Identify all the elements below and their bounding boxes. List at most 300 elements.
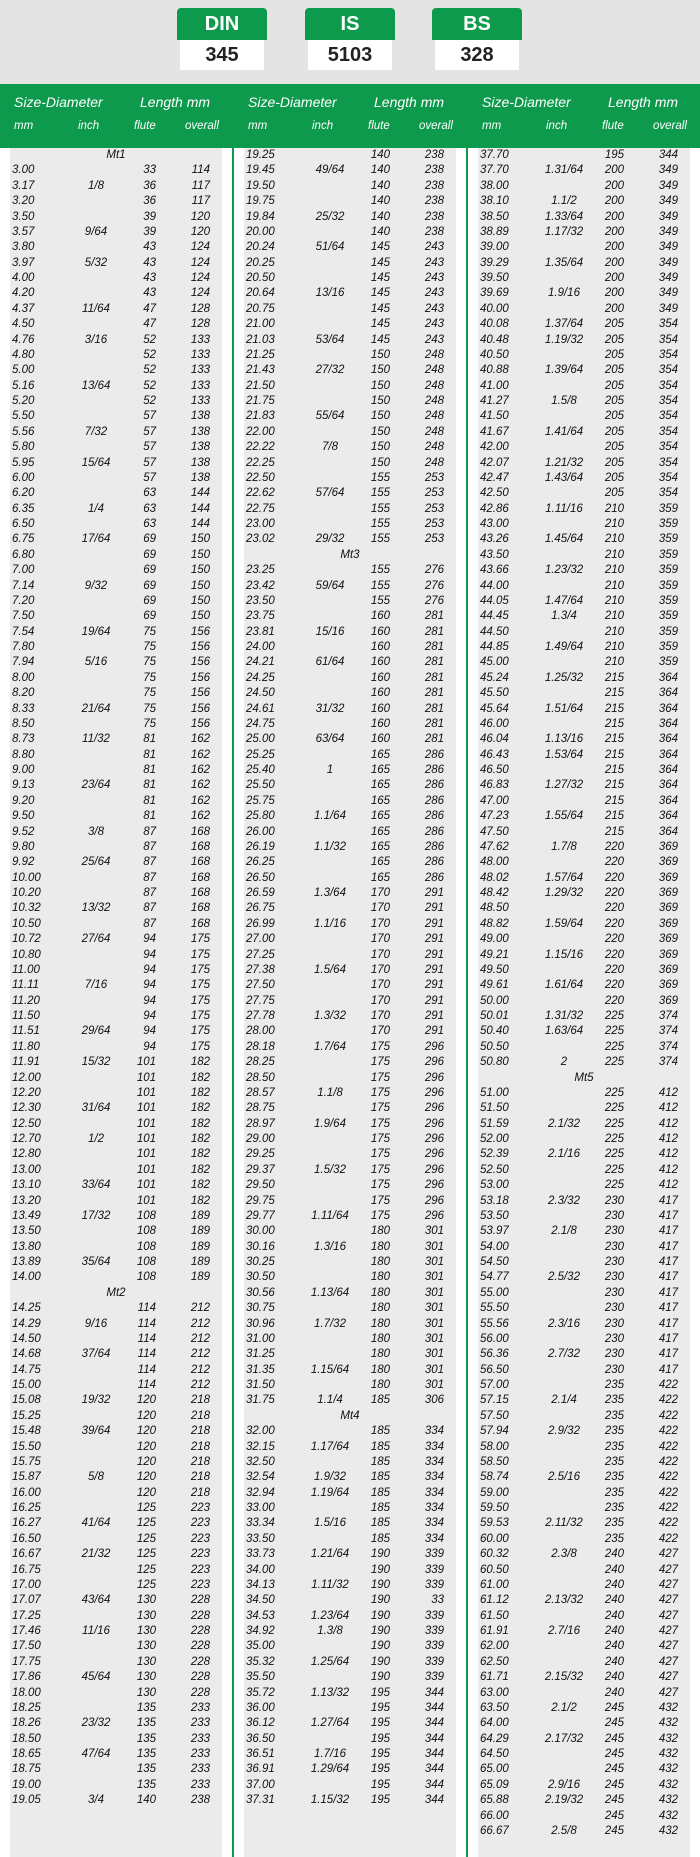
mm-cell: 13.80: [12, 1240, 41, 1253]
mm-cell: 3.20: [12, 195, 35, 208]
overall-cell: 218: [190, 1455, 210, 1468]
overall-cell: 228: [190, 1655, 210, 1668]
overall-cell: 417: [658, 1348, 678, 1361]
overall-cell: 286: [424, 764, 444, 776]
flute-cell: 69: [143, 594, 156, 607]
flute-cell: 185: [370, 1502, 390, 1514]
table-row: [10, 302, 222, 317]
table-row: [244, 502, 456, 517]
mm-cell: 18.50: [12, 1732, 41, 1745]
inch-cell: 9/32: [84, 579, 108, 592]
overall-cell: 354: [658, 395, 678, 407]
table-row: [244, 517, 456, 532]
mm-cell: 48.50: [480, 902, 509, 915]
flute-cell: 240: [604, 1625, 624, 1637]
flute-cell: 140: [370, 164, 390, 177]
flute-cell: 69: [143, 610, 156, 623]
overall-cell: 150: [190, 548, 210, 561]
overall-cell: 354: [658, 410, 678, 423]
overall-cell: 417: [658, 1225, 678, 1238]
table-row: [10, 456, 222, 471]
flute-cell: 94: [143, 948, 156, 961]
table-row: [478, 1778, 690, 1793]
table-row: [244, 1317, 456, 1332]
header-group: [234, 84, 466, 148]
mm-cell: 34.92: [246, 1625, 275, 1637]
table-row: [478, 1147, 690, 1162]
table-row: [244, 1578, 456, 1593]
flute-cell: 75: [143, 625, 156, 638]
table-row: [10, 1701, 222, 1716]
overall-cell: 168: [190, 902, 210, 915]
flute-cell: 155: [370, 564, 390, 577]
mm-cell: 14.68: [12, 1348, 41, 1361]
table-row: [244, 825, 456, 840]
mm-cell: 15.75: [12, 1455, 41, 1468]
overall-cell: 364: [658, 671, 678, 684]
overall-cell: 175: [190, 963, 210, 976]
flute-cell: 200: [604, 256, 624, 269]
overall-cell: 427: [658, 1686, 678, 1699]
flute-cell: 155: [370, 502, 390, 515]
flute-cell: 205: [604, 364, 624, 377]
table-row: [478, 1578, 690, 1593]
inch-cell: 31/64: [81, 1102, 111, 1115]
overall-cell: 296: [424, 1117, 444, 1130]
table-row: [10, 1609, 222, 1624]
mm-cell: 31.75: [246, 1394, 275, 1407]
flute-cell: 185: [370, 1486, 390, 1499]
overall-cell: 223: [190, 1548, 210, 1561]
mm-cell: 4.50: [12, 318, 35, 331]
flute-cell: 180: [370, 1225, 390, 1238]
overall-cell: 182: [190, 1117, 210, 1130]
overall-cell: 276: [424, 594, 444, 607]
size-diameter-heading: Size-Diameter: [248, 94, 337, 110]
table-row: [478, 517, 690, 532]
inch-cell: 2.1/16: [548, 1148, 580, 1161]
table-row: [478, 1747, 690, 1762]
mm-cell: 20.00: [246, 225, 275, 238]
overall-cell: 349: [658, 272, 678, 284]
table-row: [244, 1455, 456, 1470]
overall-cell: 427: [658, 1594, 678, 1607]
overall-cell: 238: [424, 210, 444, 223]
inch-cell: 1.53/64: [544, 748, 584, 761]
table-row: [10, 1101, 222, 1116]
inch-cell: 25/32: [315, 210, 345, 223]
flute-cell: 43: [143, 272, 156, 284]
overall-cell: 156: [190, 687, 210, 700]
mm-cell: 28.75: [246, 1102, 275, 1115]
table-row: [10, 579, 222, 594]
overall-cell: 212: [190, 1379, 210, 1391]
mm-cell: 49.61: [480, 979, 509, 992]
flute-cell: 170: [370, 1010, 390, 1022]
table-row: [244, 1593, 456, 1608]
mm-cell: 50.50: [480, 1040, 509, 1053]
flute-cell: 101: [136, 1148, 156, 1161]
table-row: [478, 1270, 690, 1285]
table-row: [244, 1393, 456, 1408]
flute-cell: 235: [604, 1394, 624, 1407]
overall-cell: 291: [424, 979, 444, 992]
table-row: [244, 794, 456, 809]
mm-cell: 26.19: [246, 840, 275, 853]
mm-cell: 65.00: [480, 1763, 509, 1776]
inch-cell: 1/4: [88, 502, 104, 515]
mm-cell: 6.75: [12, 533, 35, 546]
mm-cell: 46.50: [480, 764, 509, 776]
flute-cell: 165: [370, 748, 390, 761]
overall-cell: 334: [424, 1455, 444, 1468]
mm-cell: 33.50: [246, 1532, 275, 1545]
overall-cell: 189: [190, 1240, 210, 1253]
flute-cell: 47: [143, 302, 156, 315]
mm-cell: 52.39: [480, 1148, 509, 1161]
table-row: [478, 1455, 690, 1470]
table-row: [244, 225, 456, 240]
overall-cell: 427: [658, 1578, 678, 1591]
mm-cell: 5.80: [12, 441, 35, 454]
table-row: [478, 778, 690, 793]
table-row: [244, 1209, 456, 1224]
overall-cell: 117: [191, 179, 210, 192]
inch-heading: inch: [546, 120, 568, 132]
table-row: [478, 855, 690, 870]
table-row: [244, 1501, 456, 1516]
table-row: [10, 1117, 222, 1132]
inch-cell: 1.51/64: [544, 702, 584, 715]
flute-cell: 135: [136, 1778, 156, 1791]
overall-cell: 133: [190, 395, 210, 407]
table-row: [244, 394, 456, 409]
mm-cell: 7.14: [12, 579, 35, 592]
table-row: [10, 748, 222, 763]
flute-cell: 160: [370, 625, 390, 638]
overall-cell: 150: [190, 533, 210, 546]
table-row: [478, 1440, 690, 1455]
mm-cell: 42.50: [480, 487, 509, 500]
flute-cell: 215: [604, 779, 624, 792]
mm-cell: 35.72: [246, 1686, 275, 1699]
table-row: [478, 1240, 690, 1255]
table-row: [478, 532, 690, 547]
table-row: [10, 1178, 222, 1193]
flute-cell: 130: [136, 1655, 156, 1668]
flute-cell: 125: [136, 1548, 156, 1561]
mm-cell: 35.00: [246, 1640, 275, 1653]
table-row: [244, 271, 456, 286]
table-row: [244, 1301, 456, 1316]
table-row: [478, 901, 690, 916]
mm-cell: 21.25: [246, 348, 275, 361]
overall-cell: 296: [424, 1179, 444, 1192]
flute-cell: 180: [370, 1317, 390, 1330]
table-row: [244, 1055, 456, 1070]
mm-cell: 48.02: [480, 871, 509, 884]
overall-cell: 156: [190, 702, 210, 715]
inch-cell: 1.3/32: [314, 1010, 346, 1022]
flute-cell: 205: [604, 487, 624, 500]
inch-cell: 1.41/64: [544, 425, 584, 438]
flute-cell: 180: [370, 1332, 390, 1345]
inch-cell: 27/64: [81, 933, 111, 946]
mm-cell: 40.48: [480, 333, 509, 346]
table-row: [10, 963, 222, 978]
table-row: [10, 594, 222, 609]
flute-cell: 225: [604, 1179, 624, 1192]
overall-cell: 182: [190, 1133, 210, 1145]
mm-cell: 25.50: [246, 779, 275, 792]
flute-cell: 235: [604, 1486, 624, 1499]
mm-cell: 19.75: [246, 195, 275, 208]
overall-cell: 359: [658, 641, 678, 653]
mm-cell: 14.29: [12, 1317, 41, 1330]
inch-cell: 1.1/64: [314, 810, 346, 823]
mm-cell: 38.50: [480, 210, 509, 223]
mm-cell: 37.31: [246, 1794, 275, 1807]
inch-cell: 1.49/64: [544, 641, 584, 653]
table-row: [478, 1224, 690, 1239]
inch-cell: 1.1/2: [551, 195, 577, 208]
overall-cell: 286: [424, 794, 444, 807]
overall-cell: 276: [424, 579, 444, 592]
mm-cell: 46.00: [480, 717, 509, 730]
flute-cell: 230: [604, 1240, 624, 1253]
flute-cell: 165: [370, 779, 390, 792]
flute-cell: 150: [370, 395, 390, 407]
overall-cell: 286: [424, 810, 444, 823]
mm-cell: 6.80: [12, 548, 35, 561]
inch-cell: 1.31/32: [544, 1010, 584, 1022]
flute-cell: 200: [604, 195, 624, 208]
mm-cell: 57.50: [480, 1409, 509, 1422]
mm-cell: 46.43: [480, 748, 509, 761]
table-row: [10, 1762, 222, 1777]
overall-cell: 238: [424, 164, 444, 177]
flute-cell: 220: [604, 979, 624, 992]
table-row: [10, 271, 222, 286]
table-row: [244, 456, 456, 471]
inch-cell: 11/32: [82, 733, 110, 746]
table-row: [10, 1255, 222, 1270]
overall-cell: 354: [658, 456, 678, 469]
inch-cell: 1/8: [88, 179, 104, 192]
overall-cell: 248: [424, 456, 444, 469]
table-row: [10, 225, 222, 240]
mm-cell: 43.00: [480, 518, 509, 530]
overall-cell: 422: [658, 1517, 678, 1530]
table-row: [478, 1516, 690, 1531]
table-row: [478, 440, 690, 455]
overall-cell: 162: [190, 733, 210, 746]
mm-cell: 24.50: [246, 687, 275, 700]
mm-heading: mm: [248, 120, 268, 132]
table-row: [478, 1101, 690, 1116]
flute-cell: 57: [143, 410, 156, 423]
overall-cell: 175: [190, 1040, 210, 1053]
overall-cell: 417: [658, 1194, 678, 1207]
mm-cell: 39.50: [480, 272, 509, 284]
overall-cell: 369: [658, 979, 678, 992]
table-row: [244, 1547, 456, 1562]
mm-cell: 16.00: [12, 1486, 41, 1499]
length-heading: Length mm: [374, 94, 445, 110]
mm-cell: 62.00: [480, 1640, 509, 1653]
table-row: [244, 579, 456, 594]
overall-cell: 218: [190, 1394, 210, 1407]
overall-cell: 286: [424, 779, 444, 792]
table-row: [478, 363, 690, 378]
mm-cell: 13.20: [12, 1194, 41, 1207]
table-row: [10, 948, 222, 963]
mm-cell: 31.25: [246, 1348, 275, 1361]
mm-cell: 26.50: [246, 871, 275, 884]
flute-cell: 190: [370, 1578, 390, 1591]
flute-cell: 210: [604, 625, 624, 638]
inch-cell: 43/64: [81, 1594, 111, 1607]
mm-cell: 31.50: [246, 1379, 275, 1391]
overall-cell: 412: [658, 1163, 678, 1176]
table-row: [244, 778, 456, 793]
overall-cell: 162: [190, 779, 210, 792]
overall-cell: 162: [190, 810, 210, 823]
mm-cell: 28.50: [246, 1071, 275, 1084]
overall-cell: 182: [190, 1179, 210, 1192]
overall-cell: 339: [424, 1671, 444, 1684]
mm-cell: 55.50: [480, 1302, 509, 1315]
overall-cell: 212: [190, 1348, 210, 1361]
mm-cell: 27.25: [246, 948, 275, 961]
flute-cell: 195: [370, 1701, 390, 1714]
flute-cell: 245: [604, 1748, 624, 1760]
mm-cell: 16.75: [12, 1563, 41, 1576]
mm-cell: 16.27: [12, 1517, 41, 1530]
overall-cell: 422: [658, 1502, 678, 1514]
mm-cell: 5.50: [12, 410, 35, 423]
overall-cell: 301: [424, 1302, 444, 1315]
mm-cell: 22.25: [246, 456, 275, 469]
table-row: [244, 210, 456, 225]
inch-heading: inch: [78, 120, 100, 132]
overall-cell: 374: [658, 1056, 678, 1069]
overall-cell: 432: [658, 1809, 678, 1822]
flute-cell: 245: [604, 1794, 624, 1807]
table-row: [244, 286, 456, 301]
flute-cell: 63: [143, 502, 156, 515]
flute-cell: 230: [604, 1194, 624, 1207]
table-row: [478, 671, 690, 686]
table-row: [244, 1609, 456, 1624]
flute-cell: 101: [136, 1163, 156, 1176]
table-row: [10, 1240, 222, 1255]
mm-cell: 9.13: [12, 779, 35, 792]
inch-cell: 2.9/16: [548, 1778, 580, 1791]
table-row: [244, 348, 456, 363]
mm-cell: 66.00: [480, 1809, 509, 1822]
mm-cell: 30.16: [246, 1240, 275, 1253]
flute-cell: 87: [143, 856, 156, 869]
mm-cell: 41.67: [480, 425, 509, 438]
overall-cell: 128: [190, 318, 210, 331]
table-row: [10, 840, 222, 855]
flute-cell: 108: [136, 1240, 156, 1253]
mm-cell: 28.00: [246, 1025, 275, 1038]
table-row: [478, 1501, 690, 1516]
inch-cell: 2.3/16: [548, 1317, 580, 1330]
table-row: [10, 1716, 222, 1731]
overall-cell: 369: [658, 963, 678, 976]
overall-cell: 156: [190, 656, 210, 669]
mm-cell: 37.70: [480, 149, 509, 161]
overall-cell: 417: [658, 1271, 678, 1284]
overall-cell: 334: [424, 1440, 444, 1453]
table-row: [10, 1270, 222, 1285]
table-row: [10, 1317, 222, 1332]
flute-cell: 190: [370, 1671, 390, 1684]
inch-cell: 1.5/32: [314, 1163, 346, 1176]
table-row: [10, 1086, 222, 1101]
flute-cell: 52: [143, 364, 156, 377]
flute-cell: 140: [136, 1794, 156, 1807]
mm-cell: 59.50: [480, 1502, 509, 1514]
flute-cell: 57: [143, 441, 156, 454]
flute-cell: 160: [370, 610, 390, 623]
mm-cell: 43.50: [480, 548, 509, 561]
flute-cell: 150: [370, 425, 390, 438]
table-row: [10, 901, 222, 916]
overall-cell: 301: [424, 1379, 444, 1391]
flute-cell: 215: [604, 687, 624, 700]
flute-cell: 220: [604, 856, 624, 869]
mm-cell: 42.86: [480, 502, 509, 515]
flute-cell: 240: [604, 1594, 624, 1607]
table-row: [10, 1424, 222, 1439]
overall-cell: 427: [658, 1640, 678, 1653]
table-row: [478, 1547, 690, 1562]
inch-cell: 51/64: [315, 241, 345, 254]
flute-cell: 114: [137, 1348, 156, 1361]
mm-cell: 11.50: [12, 1010, 40, 1022]
flute-cell: 235: [604, 1425, 624, 1438]
inch-cell: 11/16: [82, 1625, 110, 1637]
length-heading: Length mm: [608, 94, 679, 110]
flute-cell: 155: [370, 594, 390, 607]
table-row: [10, 240, 222, 255]
inch-cell: 1.45/64: [544, 533, 584, 546]
table-row: [478, 625, 690, 640]
mm-cell: 53.18: [480, 1194, 509, 1207]
table-row: [10, 886, 222, 901]
mm-cell: 44.05: [480, 594, 509, 607]
overall-cell: 339: [424, 1609, 444, 1622]
overall-cell: 238: [424, 149, 444, 161]
table-row: [10, 855, 222, 870]
flute-cell: 165: [370, 840, 390, 853]
mm-cell: 43.26: [480, 533, 509, 546]
mm-heading: mm: [14, 120, 34, 132]
table-row: [244, 471, 456, 486]
overall-cell: 417: [658, 1332, 678, 1345]
mm-cell: 19.25: [246, 149, 275, 161]
flute-cell: 160: [370, 641, 390, 653]
flute-cell: 160: [370, 687, 390, 700]
flute-cell: 205: [604, 425, 624, 438]
overall-cell: 349: [658, 195, 678, 208]
inch-cell: 57/64: [315, 487, 345, 500]
mm-cell: 44.85: [480, 641, 509, 653]
